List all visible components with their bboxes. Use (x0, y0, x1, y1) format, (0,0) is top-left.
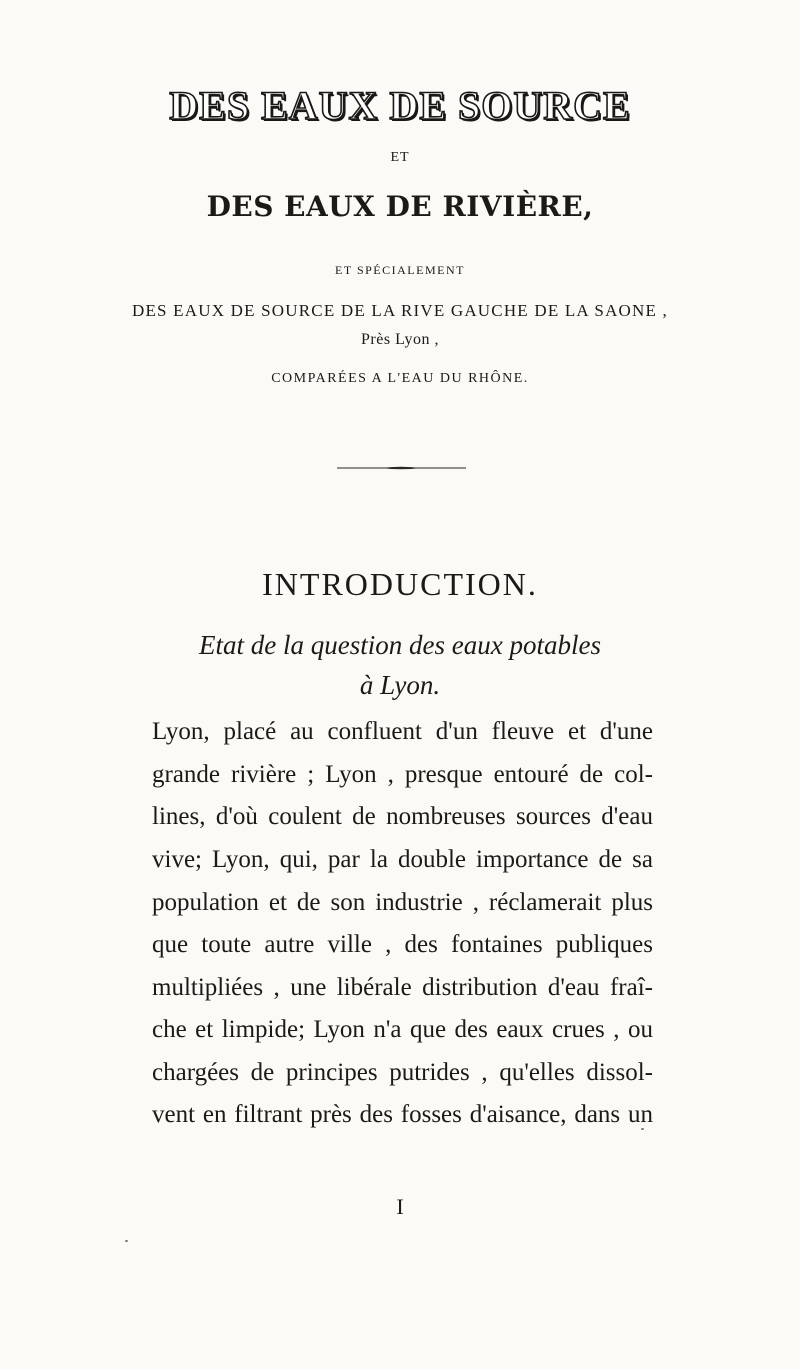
section-heading: INTRODUCTION. (262, 566, 538, 602)
section-subheading-line1: Etat de la question des eaux potables (199, 630, 601, 660)
body-line: vent en filtrant près des fosses d'aisance, dans un (152, 1101, 653, 1128)
bold-title: DES EAUX DE RIVIÈRE, (206, 190, 594, 223)
body-line: chargées de principes putrides , qu'elles dissol- (152, 1059, 653, 1086)
body-line: multipliées , une libérale distribution d'eau fraî- (152, 974, 653, 1001)
subtitle-line: DES EAUX DE SOURCE DE LA RIVE GAUCHE DE LA SAONE , (132, 301, 668, 320)
page-number: I (396, 1194, 404, 1219)
ornamental-divider (337, 466, 466, 470)
ornate-title: DES EAUX DE SOURCE (169, 83, 631, 128)
section-subheading-line2: à Lyon. (359, 670, 441, 700)
body-line: grande rivière ; Lyon , presque entouré de col- (152, 761, 653, 788)
body-line: Lyon, placé au confluent d'un fleuve et d'une (152, 718, 653, 745)
body-line: population et de son industrie , réclamerait plus (152, 889, 653, 916)
comparison-line: COMPARÉES A L'EAU DU RHÔNE. (271, 371, 529, 386)
et-specialement: ET SPÉCIALEMENT (335, 263, 465, 277)
location-line: Près Lyon , (361, 331, 439, 348)
conjunction-et: ET (390, 150, 410, 165)
body-line: lines, d'où coulent de nombreuses sources d'eau (152, 803, 653, 830)
body-line: che et limpide; Lyon n'a que des eaux crues , ou (152, 1016, 653, 1043)
paper-speck (125, 1240, 128, 1242)
body-line: que toute autre ville , des fontaines publiques (152, 931, 653, 958)
body-line: vive; Lyon, qui, par la double importance de sa (152, 846, 653, 873)
paper-speck (641, 1128, 644, 1130)
